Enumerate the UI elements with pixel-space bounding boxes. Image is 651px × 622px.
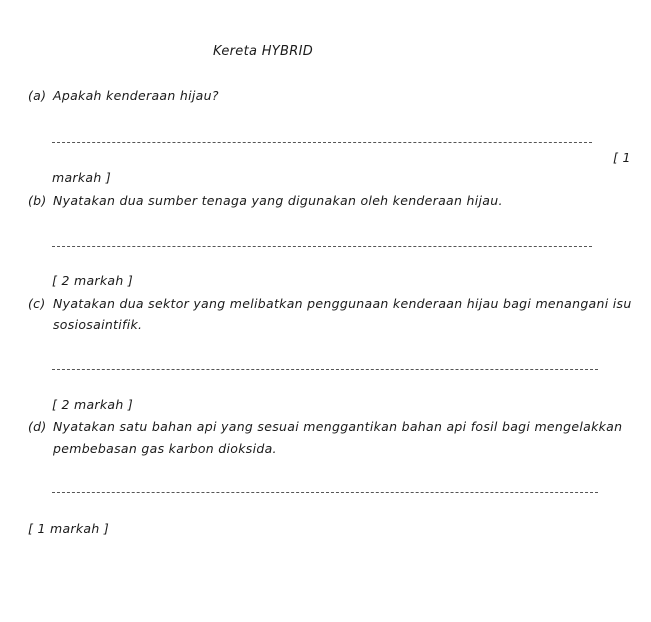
page-title: Kereta HYBRID [213,44,314,59]
answer-line-d[interactable] [52,492,598,493]
question-a-marks-start: [ 1 [613,150,631,165]
question-b-text: Nyatakan dua sumber tenaga yang digunakan oleh kenderaan hijau. [53,193,503,208]
question-d-text-line-1: Nyatakan satu bahan api yang sesuai menggantikan bahan api fosil bagi mengelakkan [53,419,623,434]
question-a-text: Apakah kenderaan hijau? [53,88,219,103]
question-d-label: (d) [28,419,47,434]
question-c-text-line-2: sosiosaintifik. [53,317,143,332]
question-d-text-line-2: pembebasan gas karbon dioksida. [53,441,277,456]
answer-line-b[interactable] [52,246,592,247]
question-b-label: (b) [28,193,47,208]
question-a-marks-end: markah ] [52,170,112,185]
question-c-marks: [ 2 markah ] [52,397,134,412]
question-a-label: (a) [28,88,47,103]
answer-line-a[interactable] [52,142,592,143]
question-c-text-line-1: Nyatakan dua sektor yang melibatkan penggunaan kenderaan hijau bagi menangani isu [53,296,632,311]
question-c-label: (c) [28,296,46,311]
answer-line-c[interactable] [52,369,598,370]
question-d-marks: [ 1 markah ] [28,521,110,536]
question-b-marks: [ 2 markah ] [52,273,134,288]
